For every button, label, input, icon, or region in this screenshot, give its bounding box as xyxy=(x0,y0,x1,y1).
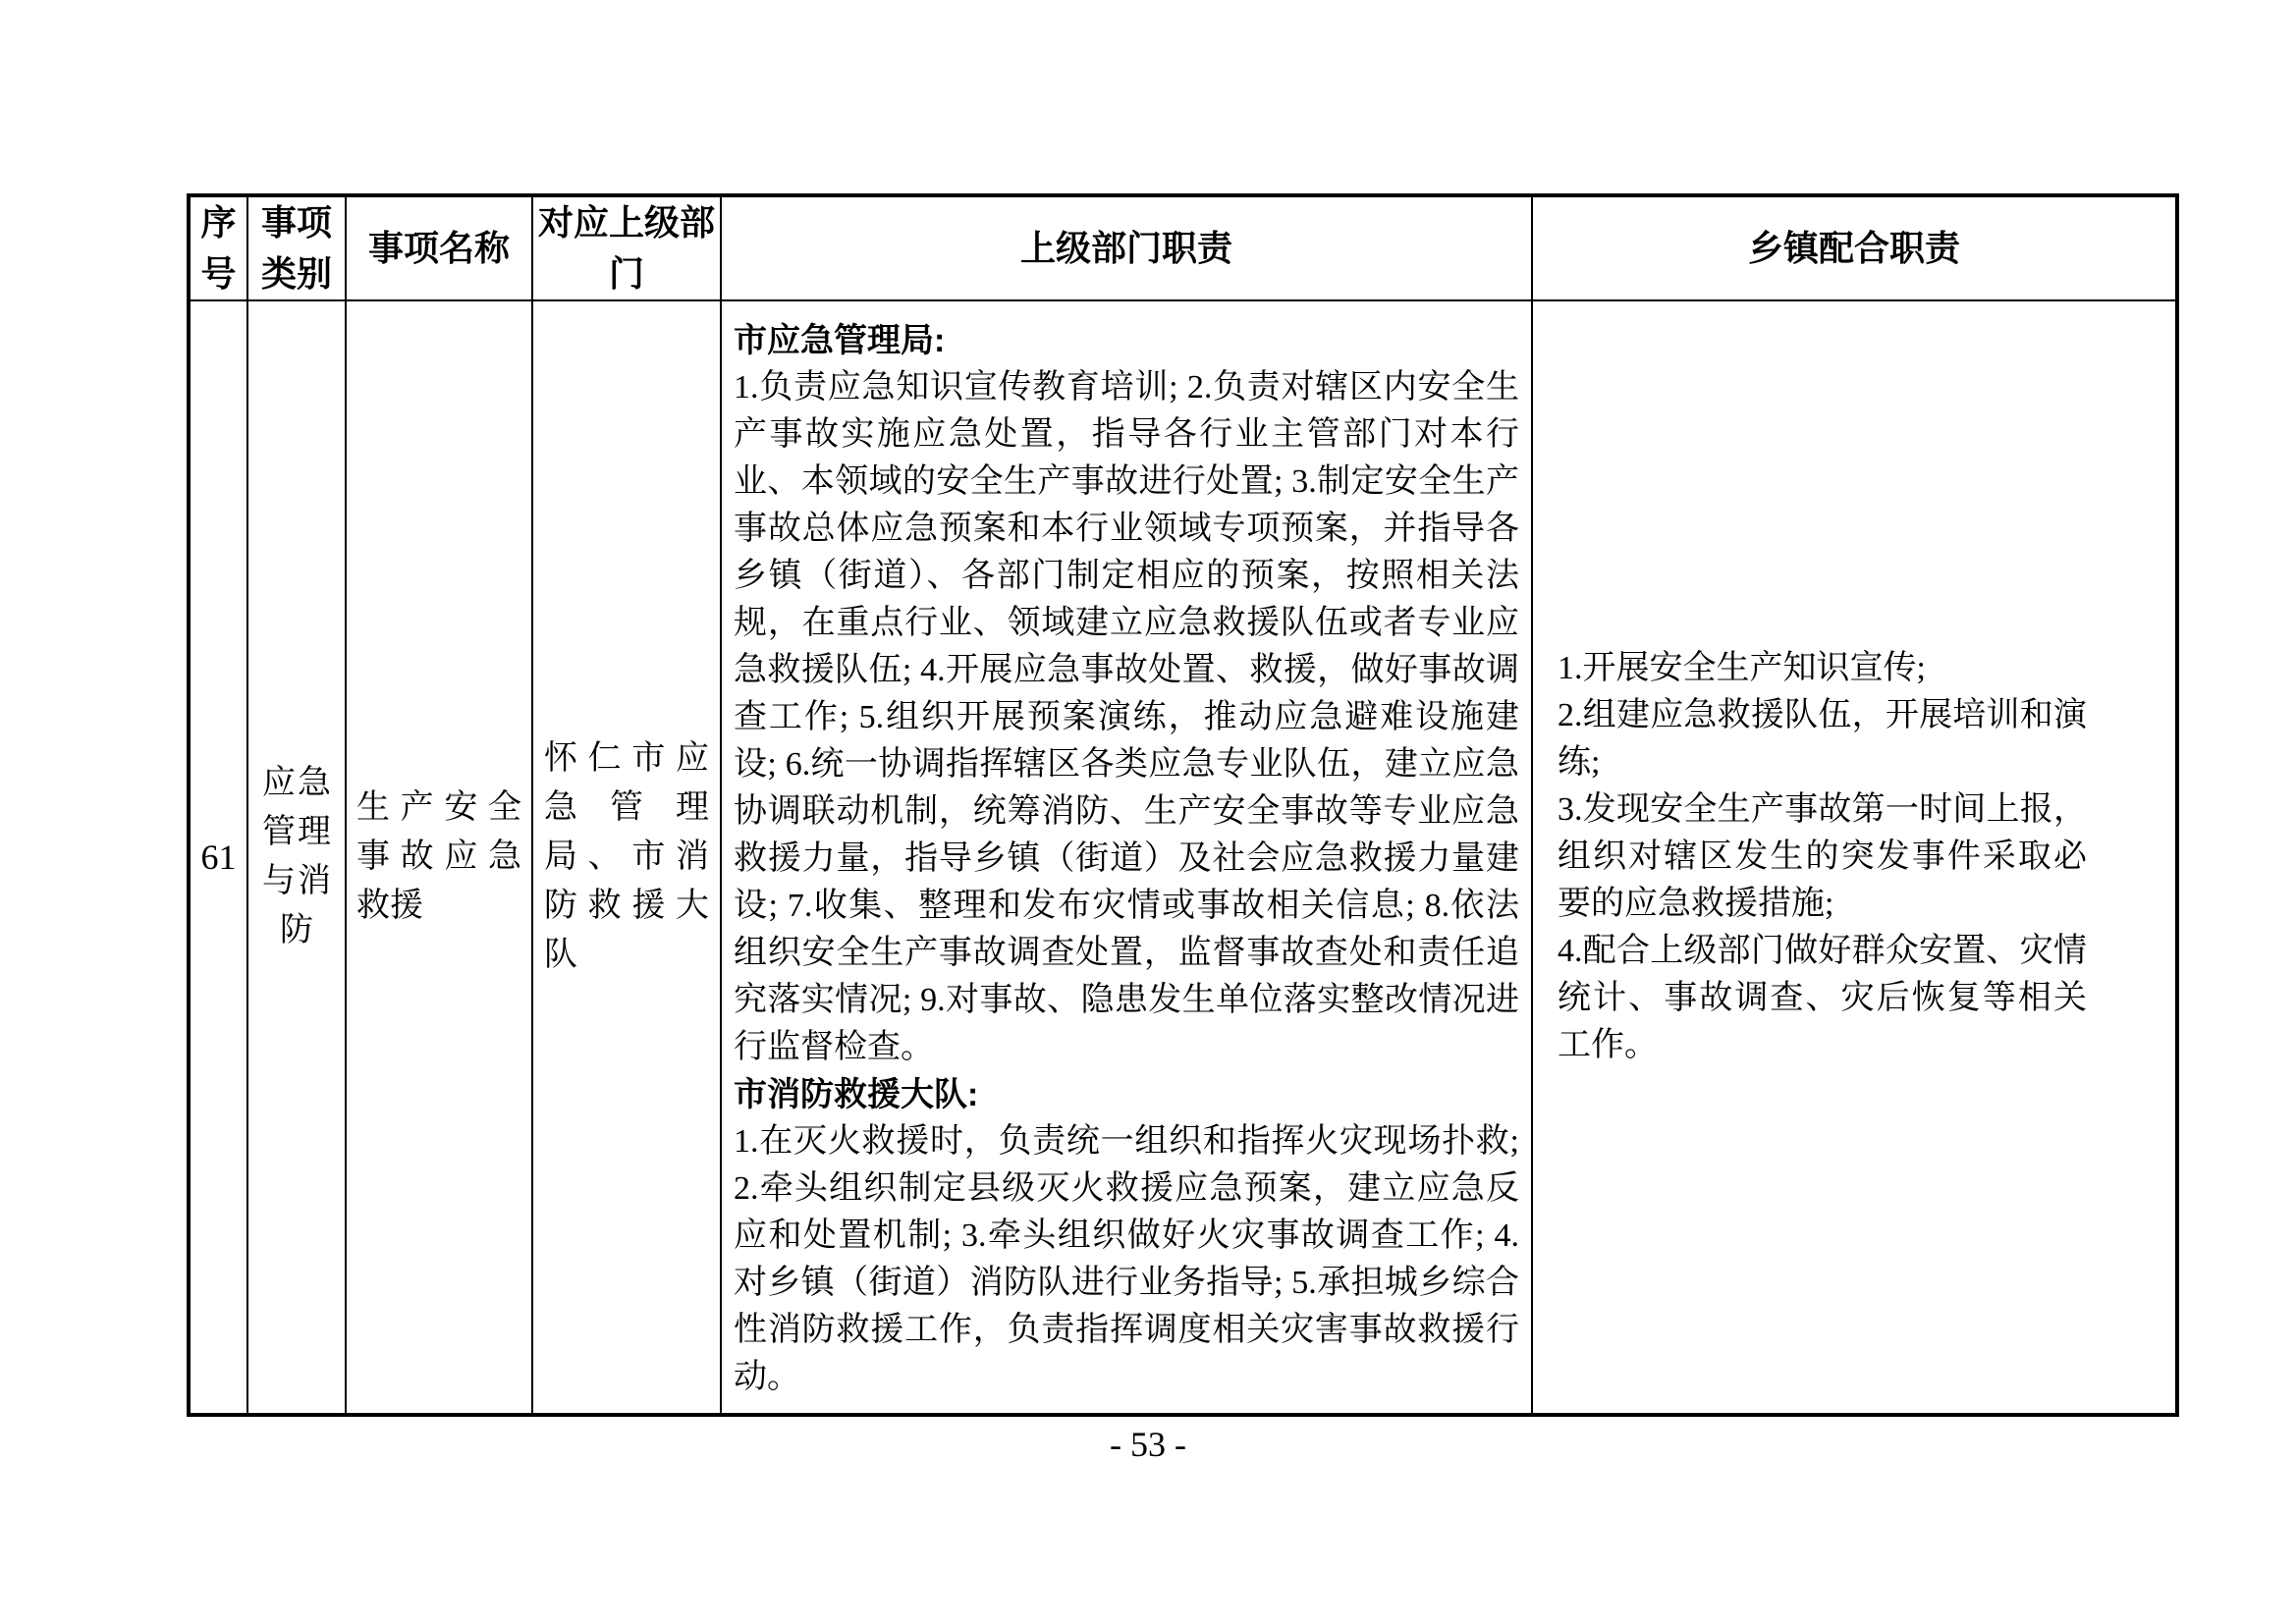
item-name-text: 生产安全事故应急救援 xyxy=(356,789,521,924)
item-category-text: 应急管理与消防 xyxy=(262,765,331,948)
superior-department-text: 怀仁市应急管理局、市消防救援大队 xyxy=(544,740,709,973)
table-header-row xyxy=(189,195,2177,300)
duty-table xyxy=(187,193,2179,1417)
cell-superior-duties xyxy=(721,300,1532,1415)
cell-item-category xyxy=(247,300,346,1415)
superior-duties-section1-title: 市应急管理局: xyxy=(734,322,946,359)
township-duty-item: 4.配合上级部门做好群众安置、灾情统计、事故调查、灾后恢复等相关工作。 xyxy=(1558,933,2087,1063)
cell-township-duties xyxy=(1532,300,2177,1415)
township-duty-item: 3.发现安全生产事故第一时间上报，组织对辖区发生的突发事件采取必要的应急救援措施; xyxy=(1558,791,2087,922)
superior-duties-section1-body: 1.负责应急知识宣传教育培训; 2.负责对辖区内安全生产事故实施应急处置，指导各行业主管部门对本行业、本领域的安全生产事故进行处置; 3.制定安全生产事故总体应急预案和本行业领域专项预案，并指导各乡镇（街道）、各部门制定相应的预案，按照相关法规，在重点行业、领域建立应急救援队伍或者专业应急救援队伍; 4.开展应急事故处置、救援，做好事故调查工作; 5.组织开展预案演练，推动应急避难设施建设; 6.统一协调指挥辖区各类应急专业队伍，建立应急协调联动机制，统筹消防、生产安全事故等专业应急救援力量，指导乡镇（街道）及社会应急救援力量建设; 7.收集、整理和发布灾情或事故相关信息; 8.依法组织安全生产事故调查处置，监督事故查处和责任追究落实情况; 9.对事故、隐患发生单位落实整改情况进行监督检查。 xyxy=(734,369,1519,1065)
cell-superior-department xyxy=(532,300,721,1415)
superior-duties-section2-body: 1.在灭火救援时，负责统一组织和指挥火灾现场扑救; 2.牵头组织制定县级灭火救援应急预案，建立应急反应和处置机制; 3.牵头组织做好火灾事故调查工作; 4.对乡镇（街道）消防队进行业务指导; 5.承担城乡综合性消防救援工作，负责指挥调度相关灾害事故救援行动。 xyxy=(734,1123,1519,1395)
township-duty-item: 1.开展安全生产知识宣传; xyxy=(1558,650,1926,686)
township-duty-item: 2.组建应急救援队伍，开展培训和演练; xyxy=(1558,697,2087,781)
header-superior-department: 对应上级部门 xyxy=(532,195,721,300)
header-superior-duties: 上级部门职责 xyxy=(721,195,1532,300)
cell-item-name xyxy=(346,300,532,1415)
header-serial-number: 序号 xyxy=(189,195,247,300)
header-township-duties: 乡镇配合职责 xyxy=(1532,195,2177,300)
header-item-name: 事项名称 xyxy=(346,195,532,300)
cell-serial-number: 61 xyxy=(189,300,247,1415)
table-row xyxy=(189,300,2177,1415)
page-number: - 53 - xyxy=(1110,1425,1186,1464)
header-item-category: 事项类别 xyxy=(247,195,346,300)
superior-duties-section2-title: 市消防救援大队: xyxy=(734,1076,979,1113)
